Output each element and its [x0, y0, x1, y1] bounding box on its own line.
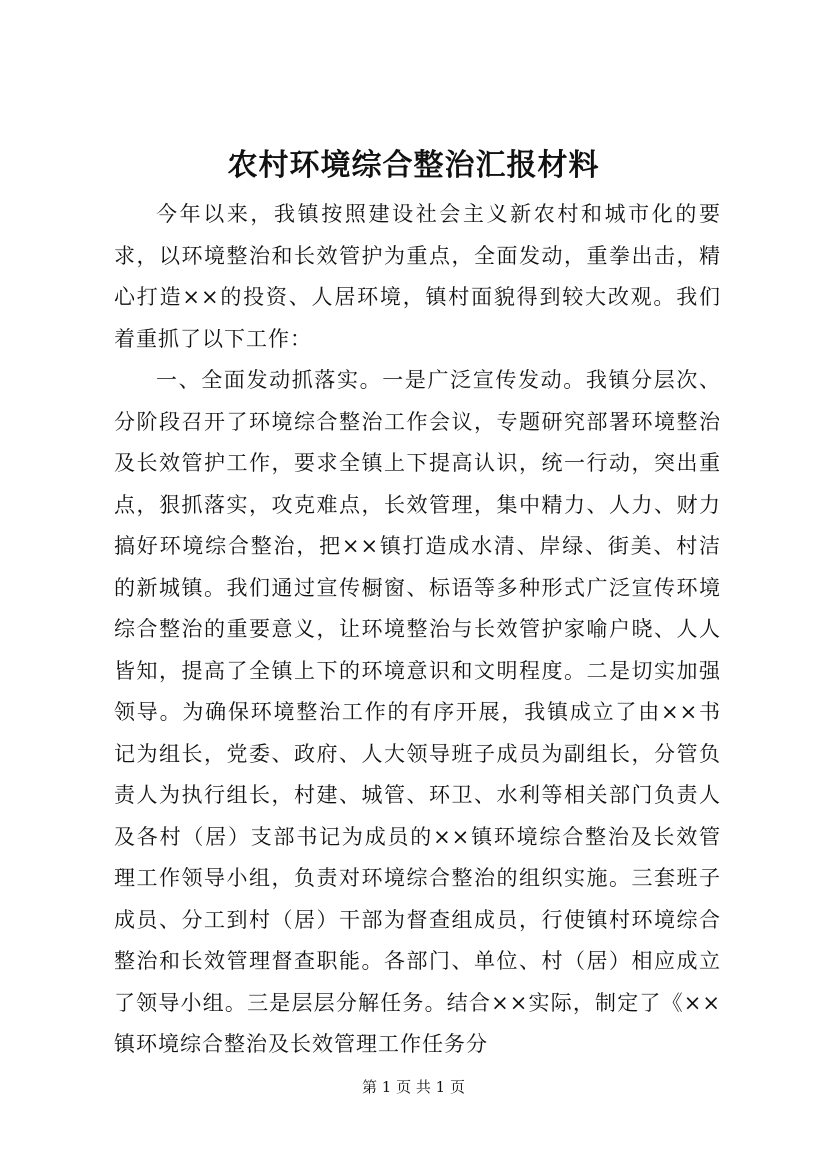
document-body [114, 194, 721, 1066]
page-footer: 第 1 页 共 1 页 [362, 1078, 465, 1096]
paragraph-intro: 今年以来，我镇按照建设社会主义新农村和城市化的要求，以环境整治和长效管护为重点，全面发动，重拳出击，精心打造××的投资、人居环境，镇村面貌得到较大改观。我们着重抓了以下工作： [114, 202, 721, 351]
paragraph-section-one: 一、全面发动抓落实。一是广泛宣传发动。我镇分层次、分阶段召开了环境综合整治工作会议，专题研究部署环境整治及长效管护工作，要求全镇上下提高认识，统一行动，突出重点，狠抓落实，攻克难点，长效管理，集中精力、人力、财力搞好环境综合整治，把××镇打造成水清、岸绿、街美、村洁的新城镇。我们通过宣传橱窗、标语等多种形式广泛宣传环境综合整治的重要意义，让环境整治与长效管护家喻户晓、人人皆知，提高了全镇上下的环境意识和文明程度。二是切实加强领导。为确保环境整治工作的有序开展，我镇成立了由××书记为组长，党委、政府、人大领导班子成员为副组长，分管负责人为执行组长，村建、城管、环卫、水利等相关部门负责人及各村（居）支部书记为成员的××镇环境综合整治及长效管理工作领导小组，负责对环境综合整治的组织实施。三套班子成员、分工到村（居）干部为督查组成员，行使镇村环境综合整治和长效管理督查职能。各部门、单位、村（居）相应成立了领导小组。三是层层分解任务。结合××实际，制定了《××镇环境综合整治及长效管理工作任务分 [114, 368, 721, 1056]
document-title: 农村环境综合整治汇报材料 [227, 148, 600, 183]
